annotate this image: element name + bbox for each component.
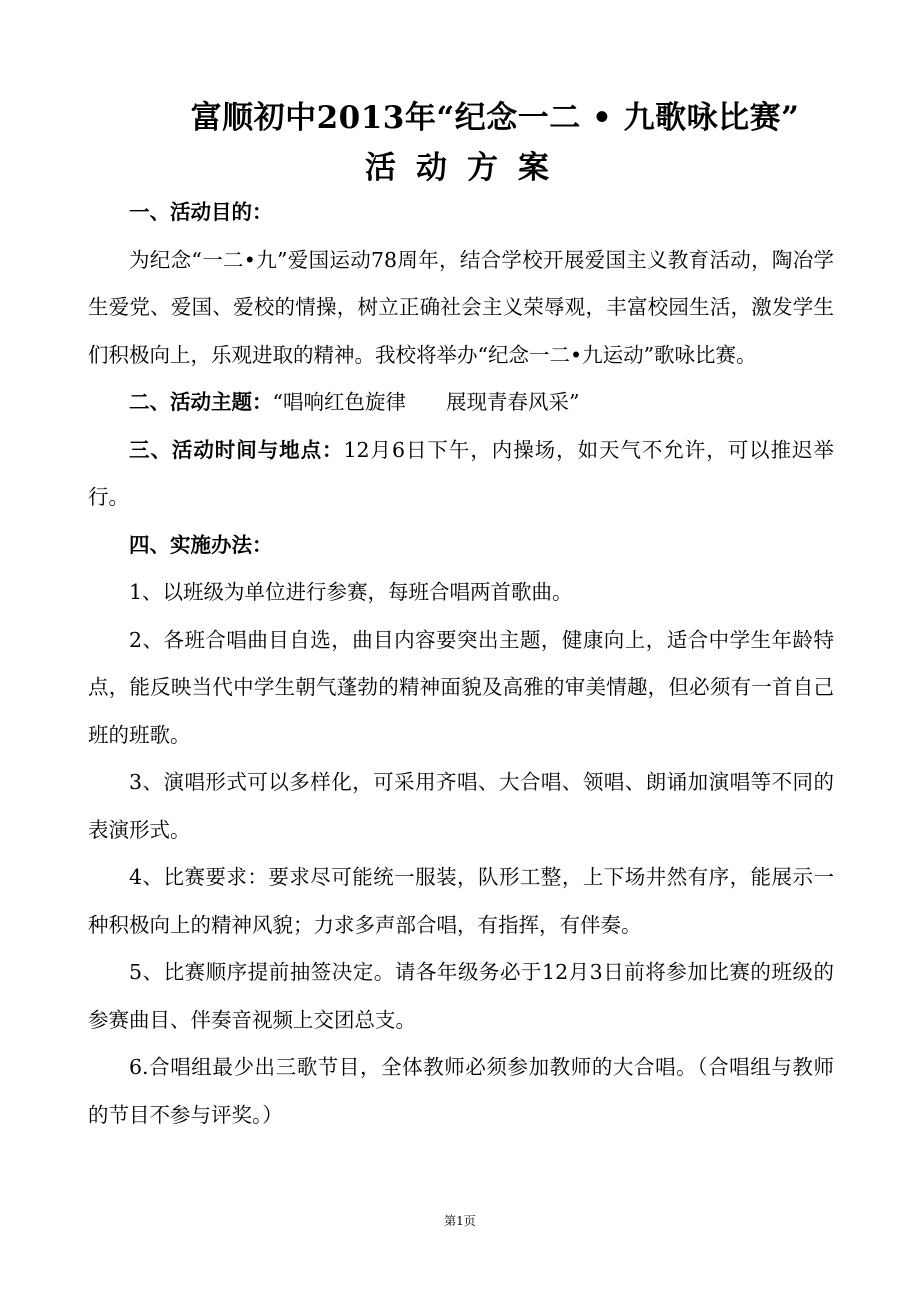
section-heading: 一、活动目的： <box>129 200 273 224</box>
list-item: 1、以班级为单位进行参赛，每班合唱两首歌曲。 <box>129 580 573 604</box>
section-theme <box>88 379 834 427</box>
list-item: 5、比赛顺序提前抽签决定。请各年级务必于12月3日前将参加比赛的班级的参赛曲目、伴奏音视频上交团总支。 <box>88 960 834 1032</box>
page-number: 第1页 <box>444 1214 476 1228</box>
list-item: 6.合唱组最少出三歌节目，全体教师必须参加教师的大合唱。（合唱组与教师的节目不参与评奖。） <box>88 1055 834 1127</box>
list-item: 2、各班合唱曲目自选，曲目内容要突出主题，健康向上，适合中学生年龄特点，能反映当代中学生朝气蓬勃的精神面貌及高雅的审美情趣，但必须有一首自己班的班歌。 <box>88 627 834 747</box>
list-item: 4、比赛要求：要求尽可能统一服装，队形工整，上下场井然有序，能展示一种积极向上的精神风貌；力求多声部合唱，有指挥，有伴奏。 <box>88 865 834 937</box>
section-heading: 四、实施办法： <box>129 532 273 557</box>
section-implementation-heading <box>88 522 834 570</box>
section-heading: 二、活动主题： <box>129 390 273 414</box>
document-body <box>88 189 834 1139</box>
theme-text-a: “唱响红色旋律 <box>272 390 406 414</box>
section-time-place <box>88 427 834 522</box>
document-subtitle: 活动方案 <box>365 150 569 186</box>
section-purpose-text: 为纪念“一二•九”爱国运动78周年，结合学校开展爱国主义教育活动，陶冶学生爱党、爱国、爱校的情操，树立正确社会主义荣辱观，丰富校园生活，激发学生们积极向上，乐观进取的精神。我校将举办“纪念一二•九运动”歌咏比赛。 <box>88 247 834 367</box>
list-item: 3、演唱形式可以多样化，可采用齐唱、大合唱、领唱、朗诵加演唱等不同的表演形式。 <box>88 770 834 842</box>
time-place-text: 12月6日下午，内操场，如天气不允许，可以推迟举行。 <box>88 437 834 509</box>
section-heading: 三、活动时间与地点： <box>129 437 344 462</box>
document-title: 富顺初中2013年“纪念一二 • 九歌咏比赛” <box>190 100 800 136</box>
section-purpose-heading <box>88 189 834 237</box>
theme-text-b: 展现青春风采” <box>445 390 580 414</box>
